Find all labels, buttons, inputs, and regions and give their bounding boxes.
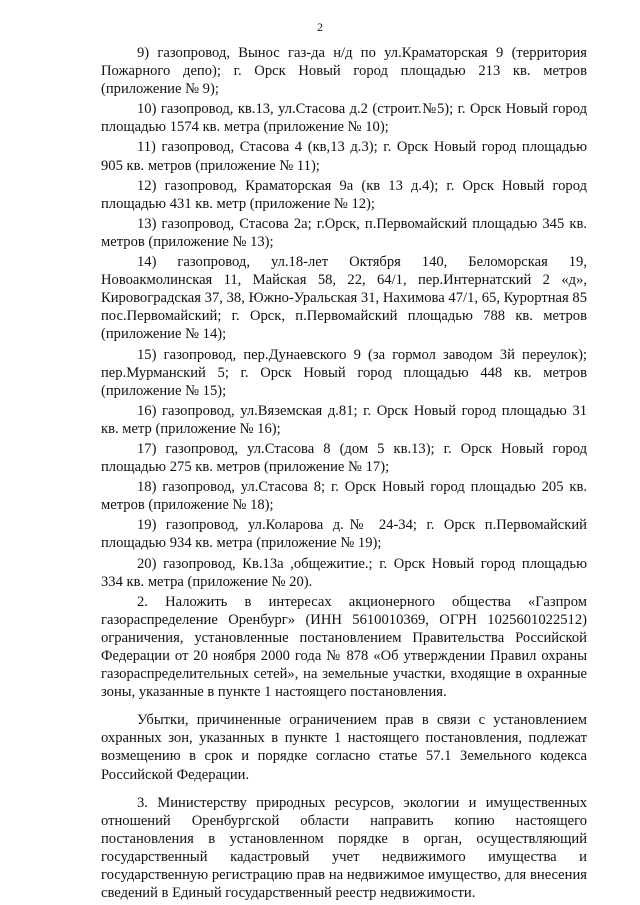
list-item-19: 19) газопровод, ул.Коларова д.№ 24-34; г. Орск п.Первомайский площадью 934 кв. метра (приложение № 19); (101, 517, 587, 552)
document-body (101, 44, 587, 902)
list-item-18: 18) газопровод, ул.Стасова 8; г. Орск Новый город площадью 205 кв. метров (приложение № 18); (101, 479, 587, 514)
list-item-16: 16) газопровод, ул.Вяземская д.81; г. Орск Новый город площадью 31 кв. метр (приложение № 16); (101, 402, 587, 437)
list-item-15: 15) газопровод, пер.Дунаевского 9 (за гормол заводом 3й переулок); пер.Мурманский 5; г. Орск Новый город площадью 448 кв. метров (приложение № 15); (101, 346, 587, 399)
list-item-10: 10) газопровод, кв.13, ул.Стасова д.2 (строит.№5); г. Орск Новый город площадью 1574 кв. метра (приложение № 10); (101, 101, 587, 136)
list-item-9: 9) газопровод, Вынос газ-да н/д по ул.Краматорская 9 (территория Пожарного депо); г. Орск Новый город площадью 213 кв. метров (приложение № 9); (101, 45, 587, 98)
list-item-14: 14) газопровод, ул.18-лет Октября 140, Беломорская 19, Новоакмолинская 11, Майская 58, 22, 64/1, пер.Интернатский 2 «д», Кировоградская 37, 38, Южно-Уральская 31, Нахимова 47/1, 65, Курортная 85 пос.Первомайский; г. Орск, п.Первомайский площадью 788 кв. метров (приложение № 14); (101, 254, 587, 343)
list-item-13: 13) газопровод, Стасова 2а; г.Орск, п.Первомайский площадью 345 кв. метров (приложение № 13); (101, 215, 587, 250)
list-item-11: 11) газопровод, Стасова 4 (кв,13 д.3); г. Орск Новый город площадью 905 кв. метров (приложение № 11); (101, 139, 587, 174)
list-item-17: 17) газопровод, ул.Стасова 8 (дом 5 кв.13); г. Орск Новый город площадью 275 кв. метров (приложение № 17); (101, 440, 587, 476)
list-item-20: 20) газопровод, Кв.13а ,общежитие.; г. Орск Новый город площадью 334 кв. метра (приложение № 20). (101, 555, 587, 590)
page-number: 2 (317, 20, 323, 34)
paragraph-2: 2. Наложить в интересах акционерного общества «Газпром газораспределение Оренбург» (ИНН 5610010369, ОГРН 1025601022512) ограничения, установленные постановлением Правительства Российской Федерации от 20 ноября 2000 года № 878 «Об утверждении Правил охраны газораспределительных сетей», на земельные участки, входящие в охранные зоны, указанные в пункте 1 настоящего постановления. (101, 593, 587, 701)
paragraph-losses: Убытки, причиненные ограничением прав в связи с установлением охранных зон, указанных в пункте 1 настоящего постановления, подлежат возмещению в срок и порядке согласно статье 57.1 Земельного кодекса Российской Федерации. (101, 712, 587, 783)
paragraph-3: 3. Министерству природных ресурсов, экологии и имущественных отношений Оренбургской области направить копию настоящего постановления в установленном порядке в орган, осуществляющий государственный кадастровый учет недвижимого имущества и государственную регистрацию прав на недвижимое имущество, для внесения сведений в Единый государственный реестр недвижимости. (101, 794, 587, 902)
list-item-12: 12) газопровод, Краматорская 9а (кв 13 д.4); г. Орск Новый город площадью 431 кв. метр (приложение № 12); (101, 177, 587, 212)
